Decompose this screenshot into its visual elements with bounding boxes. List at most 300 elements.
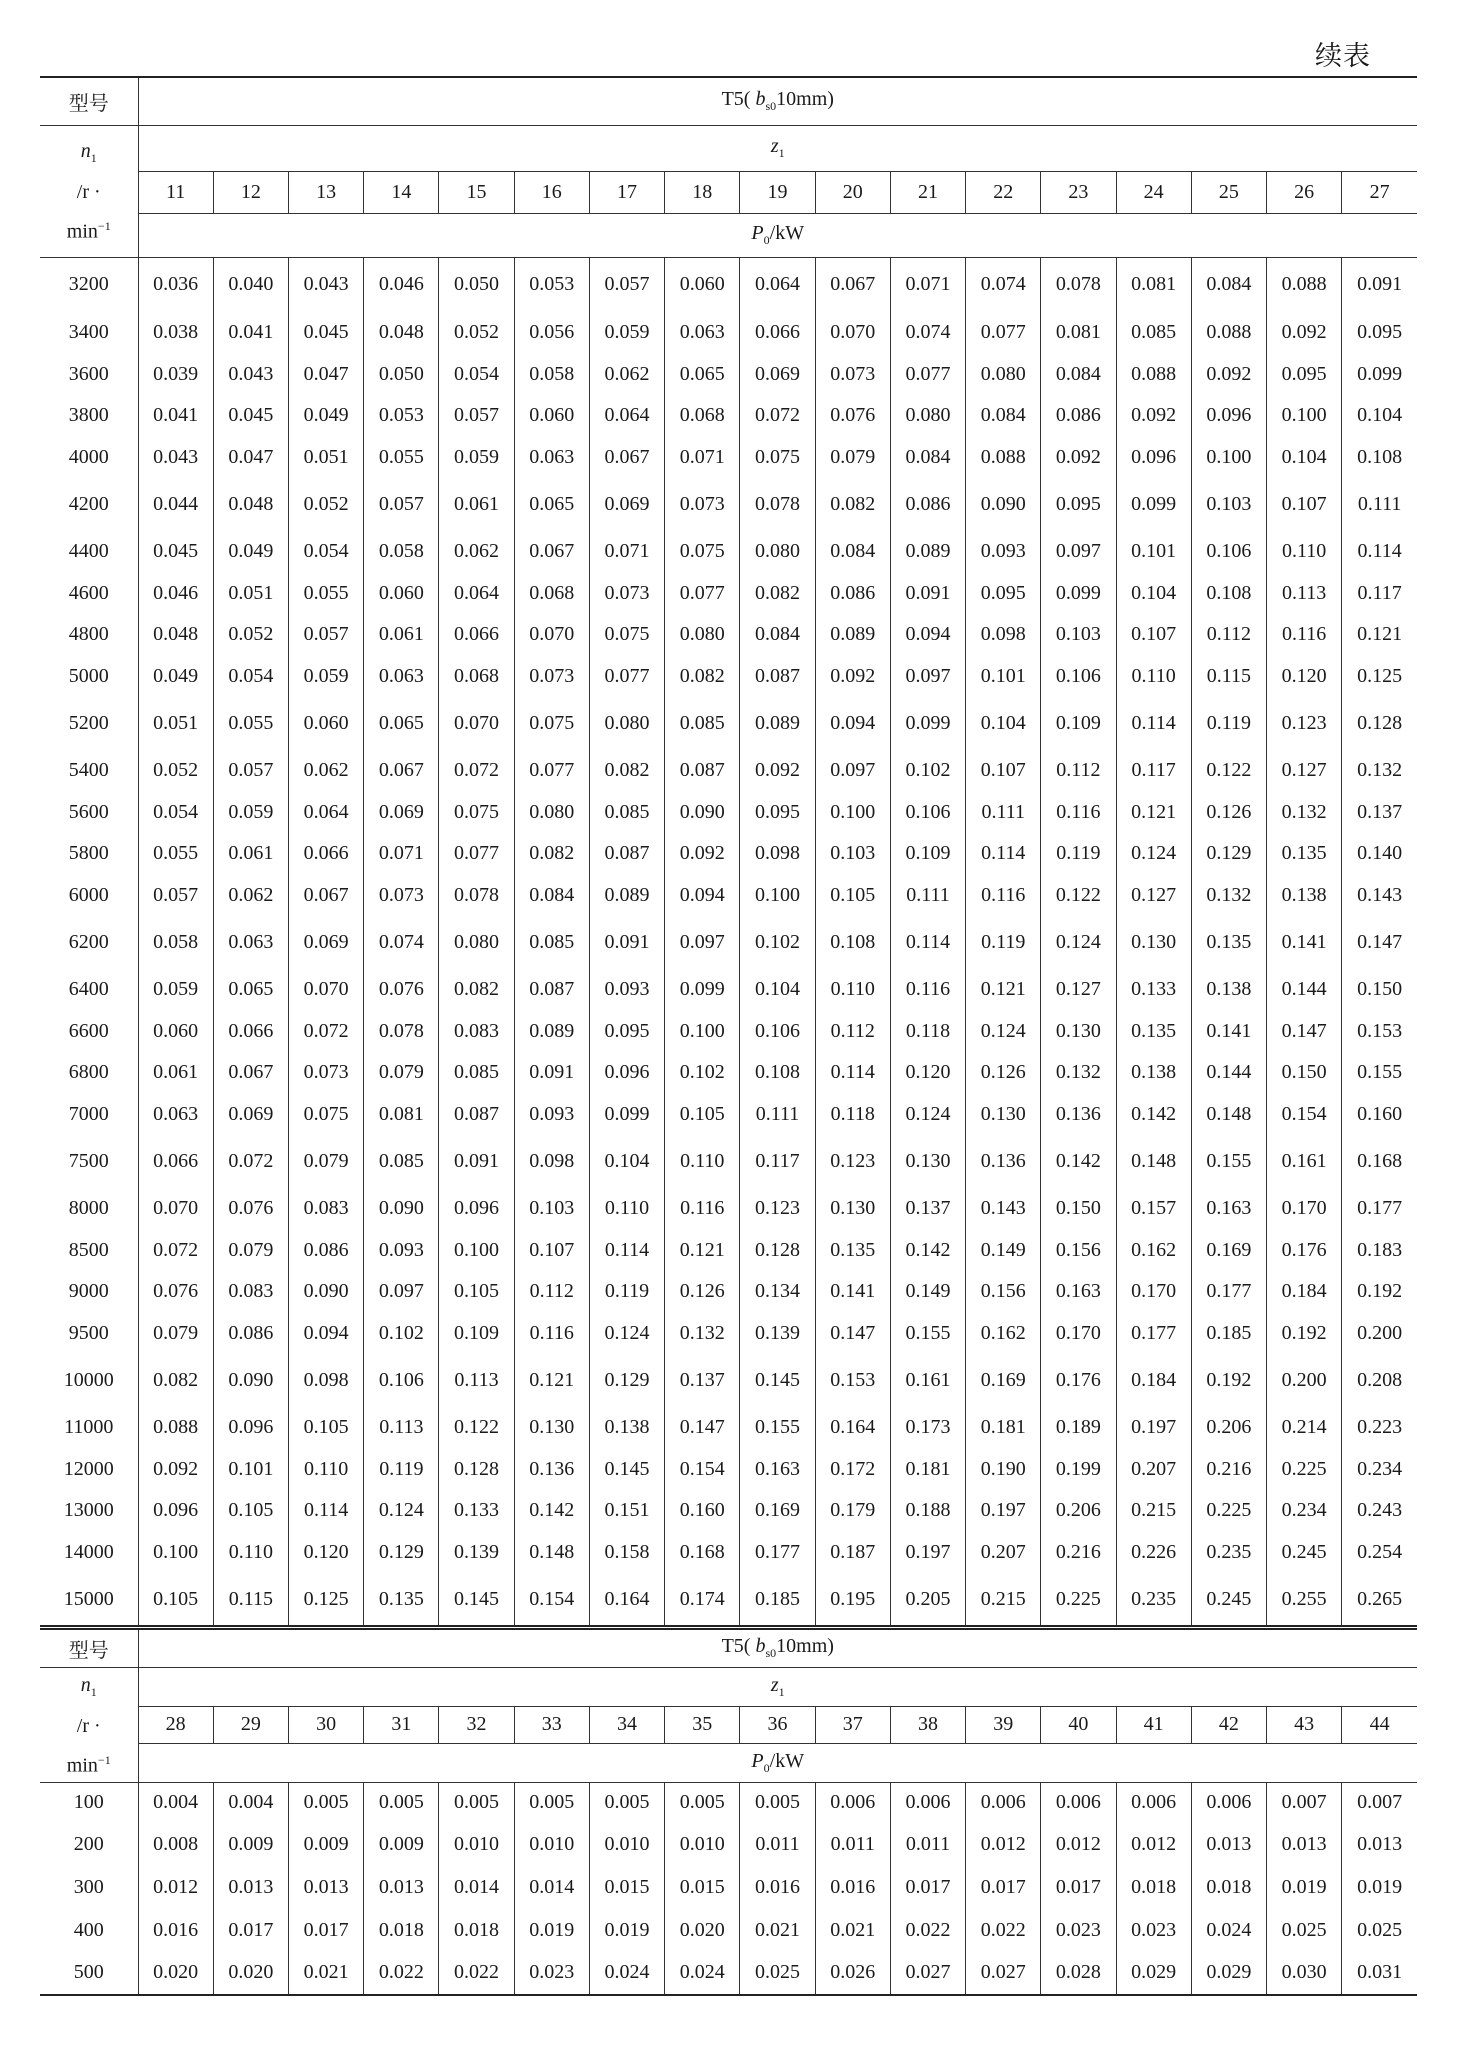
z-value-cell xyxy=(1191,171,1266,213)
power-value-cell xyxy=(514,478,589,531)
power-value-cell xyxy=(890,969,965,1011)
power-value-cell xyxy=(740,1823,815,1866)
power-value-cell xyxy=(890,1783,965,1823)
table-row xyxy=(40,1532,1417,1574)
power-value-cell xyxy=(514,354,589,396)
power-value-cell xyxy=(1342,1011,1417,1053)
power-value: 0.065 xyxy=(529,493,575,516)
z-value: 15 xyxy=(466,180,487,203)
model-name-cell xyxy=(138,1629,1417,1667)
power-value-cell xyxy=(815,1188,890,1230)
power-value: 0.142 xyxy=(905,1238,951,1261)
power-value-cell xyxy=(1267,531,1342,573)
power-value: 0.017 xyxy=(1055,1875,1101,1898)
power-value: 0.121 xyxy=(1131,800,1177,823)
power-value-cell xyxy=(138,1823,213,1866)
power-value: 0.072 xyxy=(153,1238,199,1261)
power-value: 0.048 xyxy=(153,623,199,646)
power-value: 0.121 xyxy=(1357,623,1403,646)
continuation-label: 续表 xyxy=(1315,41,1371,72)
power-value-cell xyxy=(439,1188,514,1230)
power-value-cell xyxy=(1191,312,1266,354)
power-value: 0.106 xyxy=(1055,665,1101,688)
power-value-cell xyxy=(1267,437,1342,479)
power-value-cell xyxy=(740,750,815,792)
power-value: 0.095 xyxy=(754,800,800,823)
speed-unit-min: min xyxy=(66,220,98,243)
power-value: 0.111 xyxy=(1357,493,1402,516)
power-value: 0.062 xyxy=(228,884,274,907)
power-value-cell xyxy=(665,573,740,615)
power-value: 0.057 xyxy=(303,623,349,646)
power-value: 0.130 xyxy=(980,1102,1026,1125)
speed-value: 5200 xyxy=(68,712,109,735)
power-value: 0.145 xyxy=(754,1369,800,1392)
power-value: 0.005 xyxy=(604,1791,650,1814)
speed-value: 8000 xyxy=(68,1197,109,1220)
speed-superscript: −1 xyxy=(97,218,111,233)
power-value-cell xyxy=(288,1052,363,1094)
z-value: 30 xyxy=(316,1713,337,1736)
speed-cell xyxy=(40,1407,138,1449)
power-value: 0.141 xyxy=(1206,1019,1252,1042)
power-value-cell xyxy=(1267,1532,1342,1574)
power-value-cell xyxy=(589,969,664,1011)
speed-value: 5000 xyxy=(68,665,109,688)
power-value-cell xyxy=(589,1448,664,1490)
power-value-cell xyxy=(740,1952,815,1995)
power-value: 0.049 xyxy=(303,404,349,427)
power-value: 0.088 xyxy=(1281,273,1327,296)
power-value-cell xyxy=(1342,1573,1417,1626)
z-subscript: 1 xyxy=(778,1684,785,1699)
speed-value: 15000 xyxy=(63,1587,114,1610)
power-value-cell xyxy=(138,1532,213,1574)
power-value: 0.077 xyxy=(679,581,725,604)
power-value-cell xyxy=(1191,1135,1266,1188)
z-value: 13 xyxy=(316,180,337,203)
power-value-cell xyxy=(589,1823,664,1866)
power-value-cell xyxy=(364,1271,439,1313)
power-value: 0.097 xyxy=(1055,540,1101,563)
table-row xyxy=(40,1271,1417,1313)
power-value-cell xyxy=(815,1783,890,1823)
power-value: 0.054 xyxy=(228,665,274,688)
power-value-cell xyxy=(815,312,890,354)
power-value-cell xyxy=(1116,1952,1191,1995)
power-value: 0.069 xyxy=(378,800,424,823)
power-value-cell xyxy=(1116,1188,1191,1230)
power-value: 0.078 xyxy=(454,884,500,907)
power-value: 0.024 xyxy=(604,1961,650,1984)
power-value: 0.045 xyxy=(153,540,199,563)
power-value: 0.047 xyxy=(228,446,274,469)
power-value-cell xyxy=(439,531,514,573)
power-value: 0.092 xyxy=(1131,404,1177,427)
power-unit-cell xyxy=(138,213,1417,257)
power-value: 0.104 xyxy=(980,712,1026,735)
power-value: 0.082 xyxy=(454,978,500,1001)
power-value: 0.106 xyxy=(905,800,951,823)
power-value: 0.109 xyxy=(454,1321,500,1344)
power-value: 0.004 xyxy=(228,1791,274,1814)
power-value: 0.163 xyxy=(754,1457,800,1480)
power-value-cell xyxy=(966,478,1041,531)
power-value-cell xyxy=(1342,1135,1417,1188)
power-value-cell xyxy=(1041,1354,1116,1407)
power-value-cell xyxy=(514,531,589,573)
model-b-symbol: b xyxy=(755,88,766,111)
power-value-cell xyxy=(966,1490,1041,1532)
power-value: 0.016 xyxy=(754,1875,800,1898)
power-value: 0.084 xyxy=(1055,362,1101,385)
speed-value: 6000 xyxy=(68,884,109,907)
power-value: 0.099 xyxy=(1131,493,1177,516)
power-value-cell xyxy=(966,697,1041,750)
power-value: 0.024 xyxy=(679,1961,725,1984)
power-value-cell xyxy=(213,1909,288,1952)
power-value-cell xyxy=(439,614,514,656)
power-value-cell xyxy=(1191,437,1266,479)
power-value-cell xyxy=(740,1354,815,1407)
power-value: 0.118 xyxy=(905,1019,951,1042)
power-value-cell xyxy=(665,1011,740,1053)
power-value: 0.140 xyxy=(1357,842,1403,865)
power-value: 0.235 xyxy=(1131,1587,1177,1610)
power-value: 0.208 xyxy=(1357,1369,1403,1392)
z-values-row xyxy=(40,1706,1417,1743)
power-value-cell xyxy=(138,1094,213,1136)
power-value: 0.103 xyxy=(1206,493,1252,516)
power-value-cell xyxy=(589,1532,664,1574)
power-value-cell xyxy=(890,1188,965,1230)
power-value-cell xyxy=(288,1229,363,1271)
power-value: 0.095 xyxy=(980,581,1026,604)
power-value-cell xyxy=(740,1448,815,1490)
z-value-cell xyxy=(1191,1706,1266,1743)
power-value: 0.082 xyxy=(754,581,800,604)
power-value-cell xyxy=(1191,1011,1266,1053)
power-value-cell xyxy=(589,1866,664,1909)
power-value: 0.162 xyxy=(1131,1238,1177,1261)
power-value: 0.059 xyxy=(153,978,199,1001)
power-value-cell xyxy=(514,969,589,1011)
power-value-cell xyxy=(364,916,439,969)
power-value-cell xyxy=(1041,1052,1116,1094)
power-value-cell xyxy=(1116,1823,1191,1866)
power-value-cell xyxy=(138,1490,213,1532)
z-value-cell xyxy=(665,1706,740,1743)
power-value-cell xyxy=(740,437,815,479)
power-value: 0.075 xyxy=(679,540,725,563)
power-value-cell xyxy=(815,1271,890,1313)
power-value-cell xyxy=(288,1573,363,1626)
power-value-cell xyxy=(1116,750,1191,792)
power-value: 0.150 xyxy=(1055,1197,1101,1220)
power-value: 0.120 xyxy=(303,1540,349,1563)
table-row xyxy=(40,1135,1417,1188)
power-value: 0.123 xyxy=(830,1150,876,1173)
power-value: 0.104 xyxy=(754,978,800,1001)
power-value-cell xyxy=(364,1354,439,1407)
power-value: 0.096 xyxy=(604,1061,650,1084)
power-value: 0.156 xyxy=(1055,1238,1101,1261)
power-value: 0.013 xyxy=(1357,1832,1403,1855)
power-value: 0.155 xyxy=(754,1416,800,1439)
power-value: 0.142 xyxy=(1131,1102,1177,1125)
power-value: 0.089 xyxy=(529,1019,575,1042)
power-value-cell xyxy=(1116,395,1191,437)
power-value: 0.092 xyxy=(1055,446,1101,469)
power-value-cell xyxy=(966,656,1041,698)
z-value-cell xyxy=(1267,171,1342,213)
power-value-cell xyxy=(665,969,740,1011)
power-value: 0.161 xyxy=(905,1369,951,1392)
speed-value: 4800 xyxy=(68,623,109,646)
power-value-cell xyxy=(890,395,965,437)
power-value-cell xyxy=(589,573,664,615)
power-value-cell xyxy=(439,697,514,750)
power-value-cell xyxy=(890,1490,965,1532)
power-value: 0.065 xyxy=(679,362,725,385)
speed-cell xyxy=(40,573,138,615)
table-row xyxy=(40,1783,1417,1823)
power-value: 0.174 xyxy=(679,1587,725,1610)
power-value-cell xyxy=(890,1052,965,1094)
power-value: 0.113 xyxy=(379,1416,424,1439)
power-value-cell xyxy=(1041,354,1116,396)
power-value: 0.051 xyxy=(228,581,274,604)
power-value-cell xyxy=(966,1313,1041,1355)
table-row xyxy=(40,697,1417,750)
power-value-cell xyxy=(1191,1490,1266,1532)
table-row xyxy=(40,1354,1417,1407)
power-value: 0.192 xyxy=(1281,1321,1327,1344)
power-value: 0.045 xyxy=(303,321,349,344)
power-value: 0.087 xyxy=(754,665,800,688)
power-value-cell xyxy=(740,1532,815,1574)
power-value-cell xyxy=(1267,1135,1342,1188)
speed-value: 12000 xyxy=(63,1457,114,1480)
power-value: 0.117 xyxy=(1131,759,1176,782)
power-value: 0.010 xyxy=(604,1832,650,1855)
power-value-cell xyxy=(364,257,439,312)
power-value: 0.022 xyxy=(980,1918,1026,1941)
power-value-cell xyxy=(665,1229,740,1271)
power-value-cell xyxy=(288,1011,363,1053)
power-value: 0.116 xyxy=(529,1321,574,1344)
power-value-cell xyxy=(1342,531,1417,573)
power-value: 0.109 xyxy=(1055,712,1101,735)
table-row xyxy=(40,916,1417,969)
power-value-cell xyxy=(665,1094,740,1136)
power-value-cell xyxy=(213,750,288,792)
power-value-cell xyxy=(589,1952,664,1995)
power-value: 0.078 xyxy=(1055,273,1101,296)
power-value-cell xyxy=(966,750,1041,792)
power-value-cell xyxy=(1267,1573,1342,1626)
power-value: 0.177 xyxy=(1357,1197,1403,1220)
power-value-cell xyxy=(514,750,589,792)
power-value: 0.079 xyxy=(153,1321,199,1344)
power-value: 0.160 xyxy=(1357,1102,1403,1125)
power-value: 0.011 xyxy=(755,1832,800,1855)
power-value: 0.124 xyxy=(980,1019,1026,1042)
power-value: 0.123 xyxy=(754,1197,800,1220)
power-value-cell xyxy=(213,1313,288,1355)
power-value: 0.114 xyxy=(1131,712,1176,735)
power-value-cell xyxy=(966,312,1041,354)
power-value: 0.069 xyxy=(604,493,650,516)
power-value: 0.025 xyxy=(754,1961,800,1984)
power-value-cell xyxy=(815,1490,890,1532)
power-value-cell xyxy=(665,656,740,698)
speed-value: 5800 xyxy=(68,842,109,865)
power-value: 0.053 xyxy=(378,404,424,427)
power-value: 0.225 xyxy=(1055,1587,1101,1610)
power-value: 0.119 xyxy=(981,931,1026,954)
power-value: 0.112 xyxy=(1206,623,1252,646)
power-value: 0.010 xyxy=(529,1832,575,1855)
power-value: 0.082 xyxy=(529,842,575,865)
power-value-cell xyxy=(514,1094,589,1136)
power-value-cell xyxy=(514,1229,589,1271)
power-value: 0.016 xyxy=(153,1918,199,1941)
power-value: 0.207 xyxy=(980,1540,1026,1563)
power-value: 0.223 xyxy=(1357,1416,1403,1439)
power-value-cell xyxy=(815,1952,890,1995)
power-value: 0.163 xyxy=(1055,1280,1101,1303)
power-value: 0.092 xyxy=(1281,321,1327,344)
power-value: 0.043 xyxy=(303,273,349,296)
power-value-cell xyxy=(364,1407,439,1449)
power-value: 0.097 xyxy=(378,1280,424,1303)
power-value-cell xyxy=(815,1354,890,1407)
speed-cell xyxy=(40,833,138,875)
power-value-cell xyxy=(364,1909,439,1952)
power-value-cell xyxy=(213,1823,288,1866)
power-value-cell xyxy=(138,395,213,437)
power-value-cell xyxy=(815,395,890,437)
power-value-cell xyxy=(966,437,1041,479)
power-value-cell xyxy=(514,1407,589,1449)
power-value: 0.013 xyxy=(228,1875,274,1898)
power-value-cell xyxy=(1116,1532,1191,1574)
power-value: 0.021 xyxy=(303,1961,349,1984)
power-value-cell xyxy=(1116,875,1191,917)
power-value: 0.127 xyxy=(1281,759,1327,782)
power-value-cell xyxy=(213,656,288,698)
power-value: 0.062 xyxy=(454,540,500,563)
power-value-cell xyxy=(815,1448,890,1490)
power-value-cell xyxy=(1267,312,1342,354)
power-value-cell xyxy=(966,1094,1041,1136)
speed-cell xyxy=(40,1448,138,1490)
power-value-cell xyxy=(364,1783,439,1823)
power-value-cell xyxy=(138,1866,213,1909)
power-value: 0.126 xyxy=(1206,800,1252,823)
power-value: 0.077 xyxy=(454,842,500,865)
power-value: 0.082 xyxy=(679,665,725,688)
model-b-subscript: s0 xyxy=(765,1646,777,1661)
power-value: 0.006 xyxy=(1055,1791,1101,1814)
power-value-cell xyxy=(740,1271,815,1313)
power-value: 0.185 xyxy=(754,1587,800,1610)
power-value-cell xyxy=(966,1448,1041,1490)
z-value: 31 xyxy=(391,1713,412,1736)
z-value: 35 xyxy=(692,1713,713,1736)
power-value-cell xyxy=(1041,1909,1116,1952)
power-value: 0.073 xyxy=(378,884,424,907)
power-value: 0.049 xyxy=(228,540,274,563)
power-value: 0.150 xyxy=(1281,1061,1327,1084)
power-value-cell xyxy=(815,1909,890,1952)
power-value: 0.195 xyxy=(830,1587,876,1610)
power-value-cell xyxy=(1342,354,1417,396)
z-value: 16 xyxy=(541,180,562,203)
speed-cell xyxy=(40,1052,138,1094)
power-value: 0.105 xyxy=(679,1102,725,1125)
power-value-cell xyxy=(966,1188,1041,1230)
z-header-cell xyxy=(138,1667,1417,1706)
power-value: 0.009 xyxy=(303,1832,349,1855)
power-value-cell xyxy=(364,1532,439,1574)
power-value: 0.048 xyxy=(378,321,424,344)
power-value-cell xyxy=(1041,614,1116,656)
power-unit-cell xyxy=(138,1743,1417,1782)
power-value: 0.153 xyxy=(1357,1019,1403,1042)
table-row xyxy=(40,750,1417,792)
power-value-cell xyxy=(138,1573,213,1626)
speed-cell xyxy=(40,1823,138,1866)
table-row xyxy=(40,656,1417,698)
power-value: 0.098 xyxy=(529,1150,575,1173)
power-value: 0.132 xyxy=(1357,759,1403,782)
power-value-cell xyxy=(1191,1052,1266,1094)
speed-value: 3400 xyxy=(68,321,109,344)
power-value: 0.099 xyxy=(1055,581,1101,604)
power-value: 0.068 xyxy=(679,404,725,427)
power-value-cell xyxy=(1342,697,1417,750)
power-value: 0.044 xyxy=(153,493,199,516)
model-row xyxy=(40,77,1417,125)
power-value-cell xyxy=(966,1573,1041,1626)
speed-value: 3800 xyxy=(68,404,109,427)
power-value-cell xyxy=(364,531,439,573)
power-value-cell xyxy=(138,312,213,354)
power-value-cell xyxy=(1342,614,1417,656)
power-value-cell xyxy=(138,1354,213,1407)
power-value: 0.085 xyxy=(378,1150,424,1173)
power-value: 0.024 xyxy=(1206,1918,1252,1941)
power-value: 0.069 xyxy=(228,1102,274,1125)
power-value-cell xyxy=(589,1909,664,1952)
power-value: 0.105 xyxy=(153,1587,199,1610)
power-value-cell xyxy=(288,875,363,917)
power-value: 0.226 xyxy=(1131,1540,1177,1563)
power-value: 0.077 xyxy=(905,362,951,385)
speed-value: 7500 xyxy=(68,1150,109,1173)
table-row xyxy=(40,1573,1417,1626)
power-value: 0.070 xyxy=(153,1197,199,1220)
power-value-cell xyxy=(1191,1229,1266,1271)
power-value-cell xyxy=(514,1909,589,1952)
power-value: 0.105 xyxy=(830,884,876,907)
power-value-cell xyxy=(138,656,213,698)
power-value-cell xyxy=(890,750,965,792)
power-value: 0.143 xyxy=(980,1197,1026,1220)
power-value-cell xyxy=(364,969,439,1011)
